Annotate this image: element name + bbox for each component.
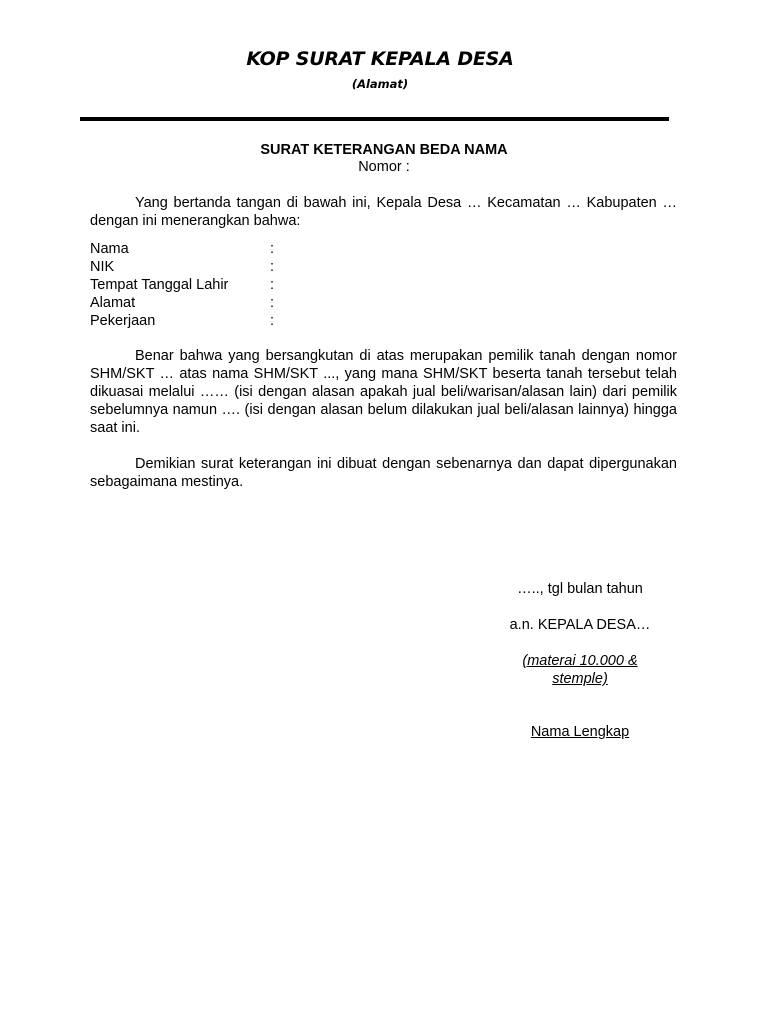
letterhead-divider (80, 117, 669, 121)
signature-seal-note (490, 652, 670, 688)
signature-place-date: ….., tgl bulan tahun (517, 581, 643, 597)
letterhead-address: (Alamat) (351, 77, 409, 91)
identity-colon: : (270, 295, 275, 311)
signature-full-name (490, 723, 670, 741)
document-number: Nomor : (358, 159, 410, 175)
full-name-text: Nama Lengkap (530, 724, 630, 740)
letterhead-title: KOP SURAT KEPALA DESA (246, 48, 514, 70)
closing-paragraph: Demikian surat keterangan ini dibuat dengan sebenarnya dan dapat dipergunakan sebagaimana mestinya. (90, 456, 677, 490)
identity-label: Pekerjaan (90, 313, 156, 329)
identity-label: Nama (90, 241, 129, 257)
identity-row-name (90, 240, 390, 258)
identity-colon: : (270, 313, 275, 329)
seal-note-line1: (materai 10.000 & (522, 653, 638, 669)
identity-row-occupation (90, 312, 390, 330)
seal-note-line2: stemple) (552, 671, 608, 687)
document-title: SURAT KETERANGAN BEDA NAMA (260, 142, 508, 158)
identity-row-birth (90, 276, 390, 294)
identity-label: Alamat (90, 295, 136, 311)
identity-colon: : (270, 241, 275, 257)
identity-fields (90, 240, 390, 330)
identity-row-address (90, 294, 390, 312)
body-paragraph: Benar bahwa yang bersangkutan di atas merupakan pemilik tanah dengan nomor SHM/SKT … atas nama SHM/SKT ..., yang mana SHM/SKT beserta tanah tersebut telah dikuasai melalui …… (isi dengan alasan apakah jual beli/warisan/alasan lain) dari pemilik sebelumnya namun …. (isi dengan alasan belum dilakukan jual beli/alasan lainnya) hingga saat ini. (90, 348, 677, 436)
identity-label: Tempat Tanggal Lahir (90, 277, 229, 293)
identity-label: NIK (90, 259, 115, 275)
signature-position: a.n. KEPALA DESA… (509, 617, 651, 633)
identity-row-nik (90, 258, 390, 276)
identity-colon: : (270, 259, 275, 275)
identity-colon: : (270, 277, 275, 293)
intro-paragraph: Yang bertanda tangan di bawah ini, Kepala Desa … Kecamatan … Kabupaten … dengan ini menerangkan bahwa: (90, 195, 677, 229)
